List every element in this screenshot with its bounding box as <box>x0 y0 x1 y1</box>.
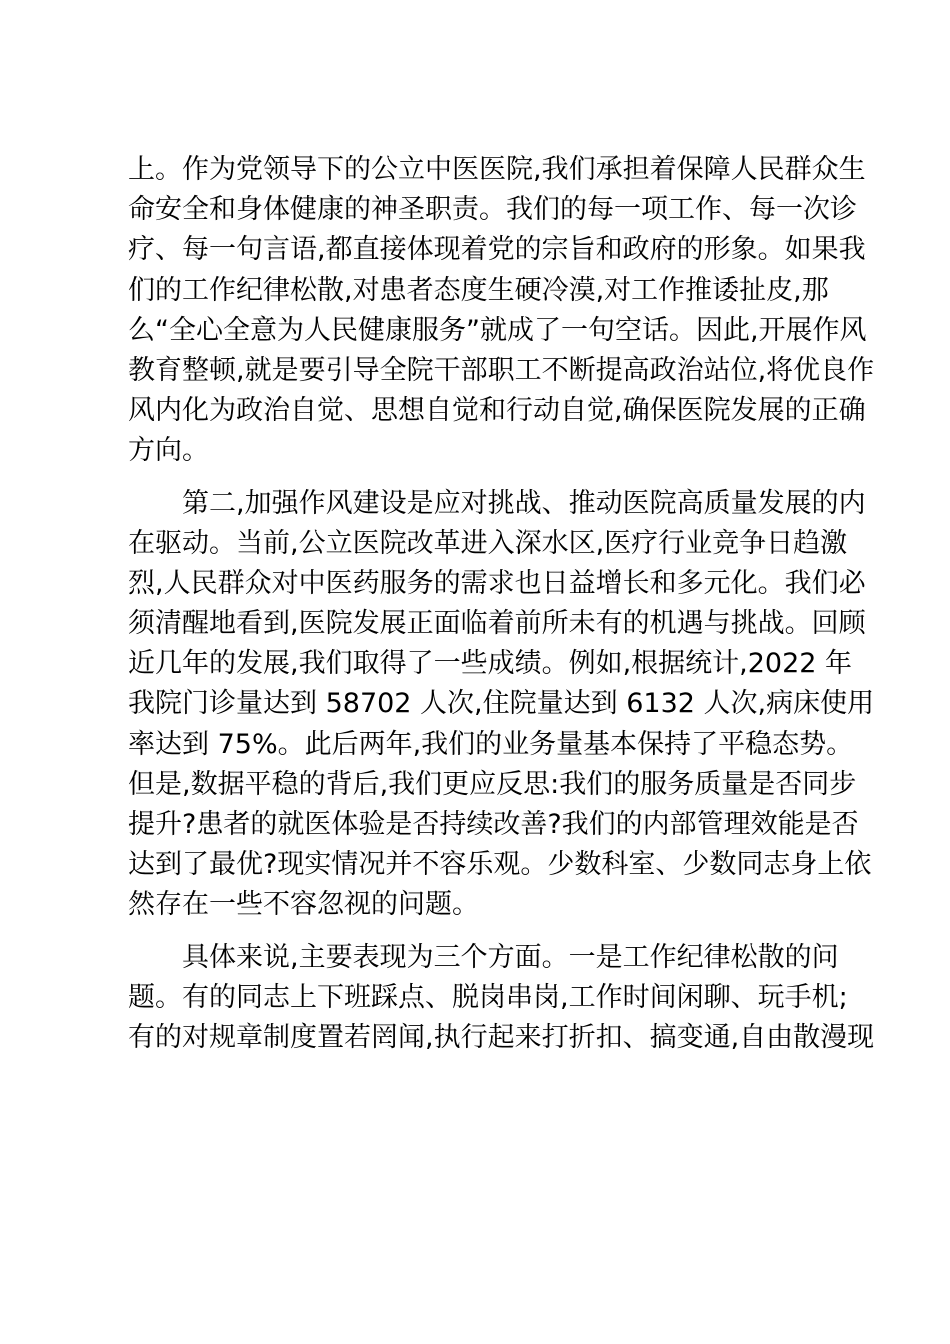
text-line: 在驱动。当前,公立医院改革进入深水区,医疗行业竞争日趋激 <box>128 527 848 559</box>
text-line: 上。作为党领导下的公立中医医院,我们承担着保障人民群众生 <box>128 154 866 185</box>
text-line: 率达到 75%。此后两年,我们的业务量基本保持了平稳态势。 <box>128 728 854 760</box>
text-line: 第二,加强作风建设是应对挑战、推动医院高质量发展的内 <box>128 487 866 519</box>
text-line: 须清醒地看到,医院发展正面临着前所未有的机遇与挑战。回顾 <box>128 608 866 640</box>
body-text <box>128 150 875 1058</box>
text-line: 但是,数据平稳的背后,我们更应反思:我们的服务质量是否同步 <box>128 768 857 800</box>
text-line: 么“全心全意为人民健康服务”就成了一句空话。因此,开展作风 <box>128 314 867 346</box>
text-line: 具体来说,主要表现为三个方面。一是工作纪律松散的问 <box>128 941 839 973</box>
text-line: 我院门诊量达到 58702 人次,住院量达到 6132 人次,病床使用 <box>128 688 875 720</box>
paragraph-1 <box>128 150 875 472</box>
text-line: 近几年的发展,我们取得了一些成绩。例如,根据统计,2022 年 <box>128 648 853 680</box>
paragraph-2 <box>128 484 875 926</box>
text-line: 有的对规章制度置若罔闻,执行起来打折扣、搞变通,自由散漫现 <box>128 1021 875 1053</box>
text-line: 教育整顿,就是要引导全院干部职工不断提高政治站位,将优良作 <box>128 354 875 386</box>
text-line: 然存在一些不容忽视的问题。 <box>128 889 479 921</box>
paragraph-3 <box>128 938 875 1059</box>
text-line: 方向。 <box>128 435 209 467</box>
text-line: 们的工作纪律松散,对患者态度生硬冷漠,对工作推诿扯皮,那 <box>128 274 829 306</box>
text-line: 烈,人民群众对中医药服务的需求也日益增长和多元化。我们必 <box>128 567 866 599</box>
text-line: 命安全和身体健康的神圣职责。我们的每一项工作、每一次诊 <box>128 194 857 226</box>
text-line: 题。有的同志上下班踩点、脱岗串岗,工作时间闲聊、玩手机; <box>128 981 848 1013</box>
text-line: 风内化为政治自觉、思想自觉和行动自觉,确保医院发展的正确 <box>128 395 866 427</box>
text-line: 疗、每一句言语,都直接体现着党的宗旨和政府的形象。如果我 <box>128 234 866 266</box>
text-line: 提升?患者的就医体验是否持续改善?我们的内部管理效能是否 <box>128 809 859 840</box>
text-line: 达到了最优?现实情况并不容乐观。少数科室、少数同志身上依 <box>128 849 872 881</box>
